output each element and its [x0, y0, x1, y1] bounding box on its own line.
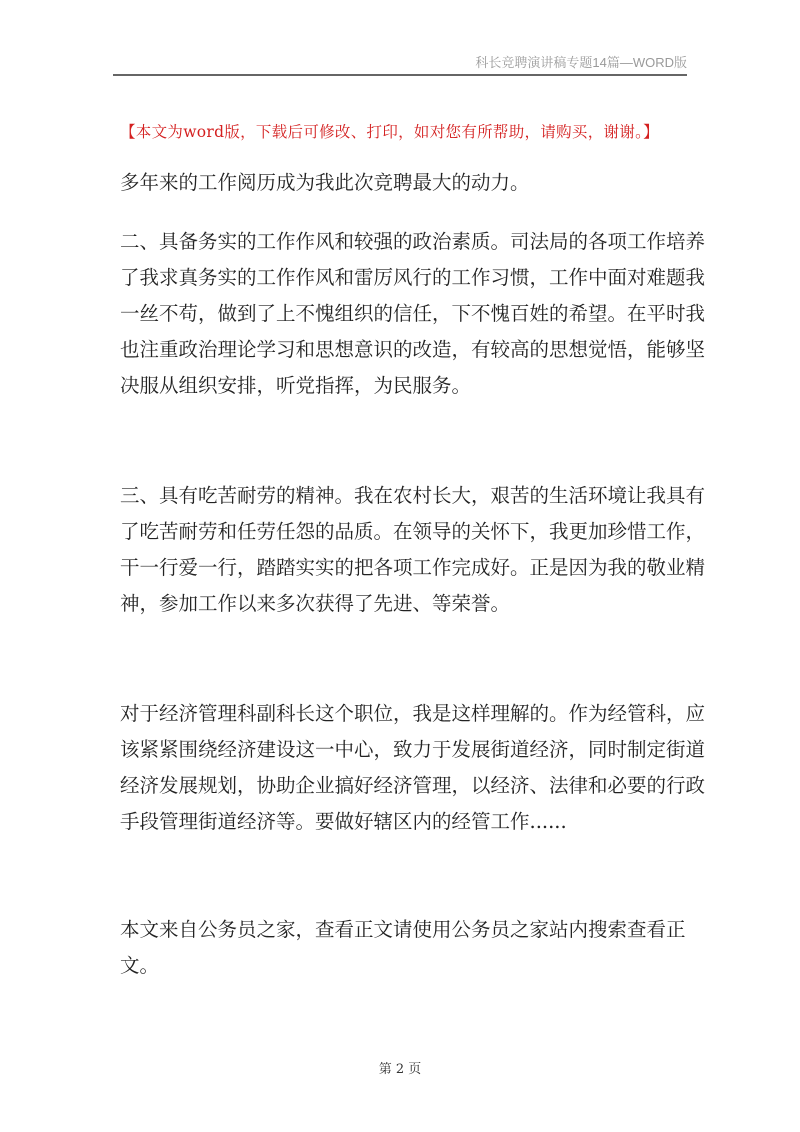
- text-line: 二、具备务实的工作作风和较强的政治素质。司法局的各项工作培养: [120, 230, 706, 253]
- paragraph: [120, 224, 706, 404]
- text-line: 该紧紧围绕经济建设这一中心，致力于发展街道经济，同时制定街道: [120, 738, 706, 761]
- text-line: 决服从组织安排，听党指挥，为民服务。: [120, 374, 472, 397]
- text-line: 对于经济管理科副科长这个职位，我是这样理解的。作为经管科，应: [120, 702, 706, 725]
- page-header: [113, 52, 687, 76]
- paragraph: [120, 478, 706, 622]
- paragraph: [120, 912, 690, 984]
- text-line: 文。: [120, 954, 160, 977]
- text-line: 三、具有吃苦耐劳的精神。我在农村长大，艰苦的生活环境让我具有: [120, 484, 706, 507]
- header-title: 科长竞聘演讲稿专题14篇—WORD版: [475, 55, 687, 70]
- text-line: 手段管理街道经济等。要做好辖区内的经管工作......: [120, 810, 567, 833]
- text-line: 经济发展规划，协助企业搞好经济管理，以经济、法律和必要的行政: [120, 774, 706, 797]
- text-line: 神，参加工作以来多次获得了先进、等荣誉。: [120, 592, 511, 615]
- word-version-notice: 【本文为word版，下载后可修改、打印，如对您有所帮助，请购买，谢谢。】: [120, 123, 659, 141]
- text-line: 了吃苦耐劳和任劳任怨的品质。在领导的关怀下，我更加珍惜工作，: [120, 520, 706, 543]
- text-line: 干一行爱一行，踏踏实实的把各项工作完成好。正是因为我的敬业精: [120, 556, 706, 579]
- text-line: 多年来的工作阅历成为我此次竞聘最大的动力。: [120, 171, 530, 194]
- text-line: 了我求真务实的工作作风和雷厉风行的工作习惯，工作中面对难题我: [120, 266, 706, 289]
- text-line: 本文来自公务员之家，查看正文请使用公务员之家站内搜索查看正: [120, 918, 686, 941]
- text-line: 也注重政治理论学习和思想意识的改造，有较高的思想觉悟，能够坚: [120, 338, 706, 361]
- paragraph: [120, 165, 690, 201]
- text-line: 一丝不苟，做到了上不愧组织的信任，下不愧百姓的希望。在平时我: [120, 302, 706, 325]
- page-number: 第 2 页: [378, 1062, 422, 1077]
- paragraph: [120, 696, 706, 840]
